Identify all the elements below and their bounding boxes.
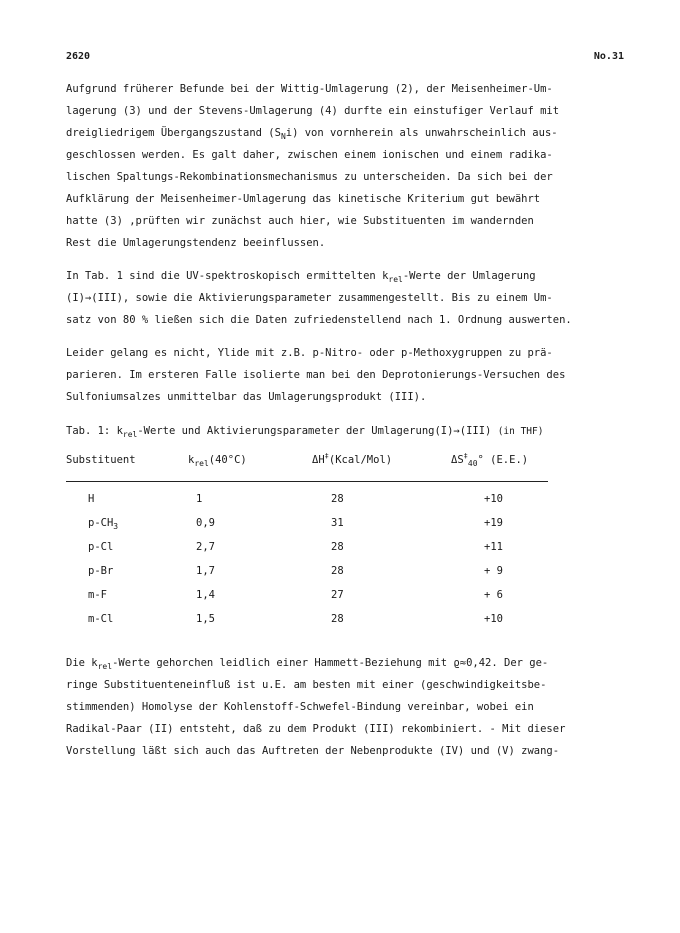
text-line: -Werte gehorchen leidlich einer Hammett-Beziehung mit ϱ≈0,42. Der ge- (112, 657, 549, 669)
header-enthalpy-b: (Kcal/Mol) (328, 454, 393, 466)
cell-krel: 1,4 (196, 589, 215, 601)
text-line: i) von vornherein als unwahrscheinlich aus- (285, 127, 558, 139)
table-row (66, 560, 556, 584)
cell-substituent (88, 512, 168, 534)
text-line: geschlossen werden. Es galt daher, zwischen einem ionischen und einem radika- (66, 149, 553, 161)
caption-text: Tab. 1: k (66, 425, 123, 437)
cell-entropy: +19 (484, 517, 503, 529)
header-substituent: Substituent (66, 454, 136, 466)
paragraph-4 (66, 652, 624, 762)
text-line: lischen Spaltungs-Rekombinationsmechanismus zu unterscheiden. Da sich bei der (66, 171, 553, 183)
text-line: Vorstellung läßt sich auch das Auftreten der Nebenprodukte (IV) und (V) zwang- (66, 745, 560, 757)
text-line: dreigliedrigem Übergangszustand (S (66, 127, 281, 139)
header-entropy-b: ° (E.E.) (477, 454, 529, 466)
table-row (66, 584, 556, 608)
text-line: stimmenden) Homolyse der Kohlenstoff-Schwefel-Bindung vereinbar, wobei ein (66, 701, 534, 713)
subscript: rel (97, 662, 113, 671)
header-entropy (451, 449, 528, 471)
text-line: satz von 80 % ließen sich die Daten zufriedenstellend nach 1. Ordnung auswerten. (66, 314, 572, 326)
header-krel-k: k (188, 454, 195, 466)
cell-krel: 1,7 (196, 565, 215, 577)
cell-enthalpy: 28 (331, 613, 344, 625)
text-line: lagerung (3) und der Stevens-Umlagerung (4) durfte ein einstufiger Verlauf mit (66, 105, 560, 117)
text-line: (I)→(III), sowie die Aktivierungsparameter zusammengestellt. Bis zu einem Um- (66, 292, 553, 304)
caption-solvent: (in THF) (497, 426, 544, 437)
cell-enthalpy: 28 (331, 541, 344, 553)
data-table (66, 449, 556, 632)
subscript: 3 (113, 522, 119, 531)
superscript: ‡ (463, 452, 468, 460)
cell-substituent (88, 560, 168, 582)
subscript: 40 (467, 459, 478, 468)
cell-substituent (88, 608, 168, 630)
cell-substituent-text: p-CH (88, 517, 114, 529)
cell-enthalpy: 28 (331, 493, 344, 505)
text-line: ringe Substituenteneinfluß ist u.E. am besten mit einer (geschwindigkeitsbe- (66, 679, 547, 691)
cell-substituent (88, 488, 168, 510)
paragraph-2 (66, 265, 624, 331)
subscript: rel (388, 275, 403, 284)
cell-krel: 1,5 (196, 613, 215, 625)
cell-substituent-text: H (88, 493, 95, 505)
cell-substituent-text: p-Cl (88, 541, 114, 553)
page-header (66, 46, 624, 68)
superscript: ‡ (324, 452, 329, 460)
cell-krel: 0,9 (196, 517, 215, 529)
cell-entropy: +10 (484, 613, 503, 625)
text-line: Sulfoniumsalzes unmittelbar das Umlagerungsprodukt (III). (66, 391, 427, 403)
cell-entropy: + 6 (484, 589, 503, 601)
header-enthalpy-a: ΔH (312, 454, 325, 466)
text-line: Leider gelang es nicht, Ylide mit z.B. p-Nitro- oder p-Methoxygruppen zu prä- (66, 347, 553, 359)
cell-entropy: +11 (484, 541, 503, 553)
text-line: Rest die Umlagerungstendenz beeinflussen. (66, 237, 326, 249)
text-line: Aufgrund früherer Befunde bei der Wittig-Umlagerung (2), der Meisenheimer-Um- (66, 83, 553, 95)
text-line: Aufklärung der Meisenheimer-Umlagerung das kinetische Kriterium gut bewährt (66, 193, 541, 205)
table-row (66, 512, 556, 536)
cell-enthalpy: 31 (331, 517, 344, 529)
cell-entropy: +10 (484, 493, 503, 505)
cell-substituent-text: p-Br (88, 565, 114, 577)
table-header-row (66, 449, 556, 479)
text-line: parieren. Im ersteren Falle isolierte man bei den Deprotonierungs-Versuchen des (66, 369, 566, 381)
cell-krel: 1 (196, 493, 203, 505)
cell-entropy: + 9 (484, 565, 503, 577)
text-line: Radikal-Paar (II) entsteht, daß zu dem Produkt (III) rekombiniert. - Mit dieser (66, 723, 566, 735)
cell-substituent-text: m-Cl (88, 613, 114, 625)
paragraph-3 (66, 342, 624, 408)
header-entropy-a: ΔS (451, 454, 464, 466)
page-number: 2620 (66, 51, 91, 62)
paragraph-1 (66, 78, 624, 254)
table-caption (66, 420, 624, 443)
cell-substituent (88, 536, 168, 558)
text-line: hatte (3) ,prüften wir zunächst auch hier, wie Substituenten im wandernden (66, 215, 534, 227)
table-body (66, 482, 556, 632)
text-line: In Tab. 1 sind die UV-spektroskopisch ermittelten k (66, 270, 389, 282)
cell-enthalpy: 27 (331, 589, 344, 601)
cell-krel: 2,7 (196, 541, 215, 553)
cell-substituent (88, 584, 168, 606)
subscript: rel (122, 430, 138, 439)
subscript: rel (194, 459, 209, 468)
header-enthalpy (312, 449, 392, 471)
text-line: Die k (66, 657, 98, 669)
cell-substituent-text: m-F (88, 589, 107, 601)
table-row (66, 536, 556, 560)
table-row (66, 608, 556, 632)
text-line: -Werte der Umlagerung (402, 270, 536, 282)
journal-number: No.31 (593, 51, 624, 62)
header-krel (188, 449, 247, 471)
header-krel-rest: (40°C) (208, 454, 247, 466)
caption-text: -Werte und Aktivierungsparameter der Umlagerung(I)→(III) (137, 425, 492, 437)
subscript: N (280, 132, 286, 141)
table-row (66, 488, 556, 512)
cell-enthalpy: 28 (331, 565, 344, 577)
